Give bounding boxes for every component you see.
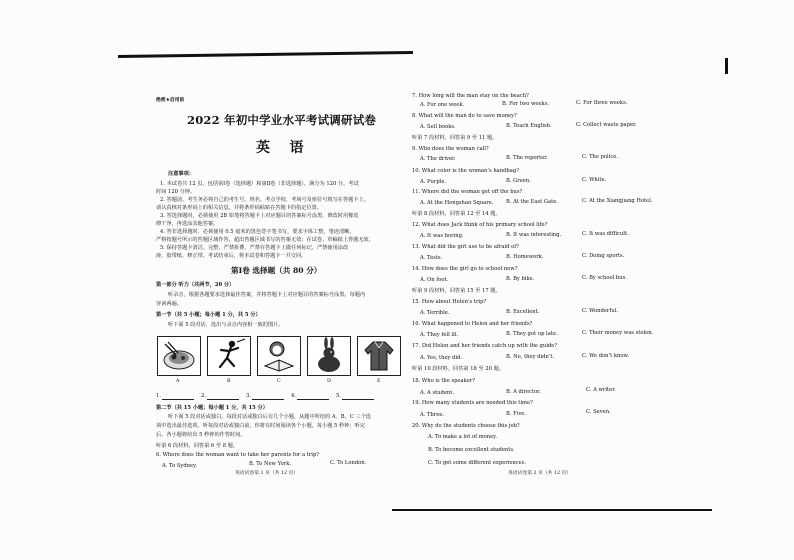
q19-option-a[interactable]: A. Three. xyxy=(420,412,445,418)
section1-desc: 容读两遍。 xyxy=(156,301,182,307)
subsection2-desc: 后，各小题将给出 5 秒钟的作答时间。 xyxy=(156,432,246,438)
subsection2-desc: 项中选出最佳选项。听每段对话或独白前，你将有时间阅读各个小题，每小题 5 秒钟；听完 xyxy=(156,423,365,429)
q16-option-a[interactable]: A. They fell ill. xyxy=(420,332,459,338)
answer-blank-5[interactable] xyxy=(342,399,374,400)
q8-option-c[interactable]: C. Collect waste paper. xyxy=(576,122,637,128)
note-line: 2. 答题前，考生务必将自己的考生号、姓名、考点学校、考场号及座位号填写在答题卡上。 xyxy=(160,197,369,203)
blank-number: 4. xyxy=(291,393,296,399)
q20-option-a[interactable]: A. To make a lot of money. xyxy=(428,434,498,440)
q10-stem: 10. What color is the woman’s handbag? xyxy=(412,168,519,174)
q10-option-c[interactable]: C. White. xyxy=(582,177,607,183)
material-8: 听第 8 段材料，回答第 12 至 14 题。 xyxy=(412,211,501,217)
q6-option-a[interactable]: A. To Sydney. xyxy=(162,463,197,469)
picture-a xyxy=(157,336,201,376)
subject-title: 英 语 xyxy=(256,140,304,156)
subsection2-desc: 听下面 5 段对话或独白。每段对话或独白后有几个小题，从题中所给的 A、B、C 三个选 xyxy=(168,414,371,420)
material-9: 听第 9 段材料，回答第 15 至 17 题。 xyxy=(412,288,501,294)
running-man-icon xyxy=(207,336,251,376)
section1-desc: 听录音，根据各题要求选择最佳答案，并将答题卡上对应题目的答案标号涂黑。每题内 xyxy=(168,292,366,298)
picture-b xyxy=(207,336,251,376)
q20-stem: 20. Why do the students choose this job? xyxy=(412,423,520,429)
q16-option-c[interactable]: C. Their money was stolen. xyxy=(582,330,654,336)
subsection1-title: 第一节（共 5 小题；每小题 1 分，共 5 分） xyxy=(156,312,261,318)
q15-option-a[interactable]: A. Terrible. xyxy=(420,310,450,316)
q10-option-b[interactable]: B. Green. xyxy=(506,178,531,184)
note-line: 5. 保持答题卡清洁、完整，严禁折叠，严禁在答题卡上做任何标记，严禁使用涂改 xyxy=(160,245,349,251)
page-footer-left: 英语试卷第 1 页（共 12 页） xyxy=(235,471,299,476)
picture-c xyxy=(257,336,301,376)
right-page xyxy=(400,0,794,560)
blank-number: 2. xyxy=(201,393,206,399)
q10-option-a[interactable]: A. Purple. xyxy=(420,179,447,185)
section1-title: 第一部分 听力（共两节，20 分） xyxy=(156,282,235,288)
q6-stem: 6. Where does the woman want to take her parents for a trip? xyxy=(156,452,320,458)
q11-option-a[interactable]: A. At the Hongshan Square. xyxy=(420,200,494,206)
q7-option-c[interactable]: C. For three weeks. xyxy=(576,100,628,106)
q12-option-a[interactable]: A. It was boring. xyxy=(420,233,464,239)
picture-label: E xyxy=(377,379,381,384)
notes-heading: 注意事项： xyxy=(168,171,194,177)
q19-option-c[interactable]: C. Seven. xyxy=(586,409,611,415)
q12-option-c[interactable]: C. It was difficult. xyxy=(582,231,629,237)
q18-option-c[interactable]: C. A writer. xyxy=(586,387,616,393)
answer-blank-2[interactable] xyxy=(207,399,239,400)
child-reading-icon xyxy=(257,336,301,376)
q6-option-b[interactable]: B. To New York. xyxy=(249,461,292,467)
q7-option-b[interactable]: B. For two weeks. xyxy=(502,101,550,107)
q19-stem: 19. How many students are needed this time? xyxy=(412,400,533,406)
q9-option-b[interactable]: B. The reporter. xyxy=(506,155,548,161)
material-10: 听第 10 段材料，回答第 18 至 20 题。 xyxy=(412,366,504,372)
q16-option-b[interactable]: B. They got up late. xyxy=(506,331,558,337)
q8-option-a[interactable]: A. Sell books. xyxy=(420,124,456,130)
q19-option-b[interactable]: B. Five. xyxy=(506,411,527,417)
part1-title: 第Ⅰ卷 选择题（共 80 分） xyxy=(231,266,322,275)
answer-blank-4[interactable] xyxy=(297,399,329,400)
subsection2-title: 第二节（共 15 小题；每小题 1 分，共 15 分） xyxy=(156,405,268,411)
q11-option-b[interactable]: B. At the East Gate. xyxy=(506,199,558,205)
q6-option-c[interactable]: C. To London. xyxy=(330,460,367,466)
note-line: 请认真核对条形码上的相关信息，并将条形码粘贴在答题卡的指定位置。 xyxy=(156,205,323,211)
q8-stem: 8. What will the man do to save money? xyxy=(412,113,517,119)
q15-option-c[interactable]: C. Wonderful. xyxy=(582,308,618,314)
blank-number: 5. xyxy=(336,393,341,399)
q14-stem: 14. How does the girl go to school now? xyxy=(412,266,518,272)
q11-stem: 11. Where did the woman get off the bus? xyxy=(412,189,523,195)
q13-option-a[interactable]: A. Tests. xyxy=(420,255,443,261)
q13-option-b[interactable]: B. Homework. xyxy=(506,254,544,260)
q7-option-a[interactable]: A. For one week. xyxy=(420,102,465,108)
q17-option-c[interactable]: C. We don’t know. xyxy=(582,353,629,359)
q8-option-b[interactable]: B. Teach English. xyxy=(506,123,552,129)
q13-stem: 13. What did the girl use to be afraid of? xyxy=(412,244,519,250)
note-line: 1. 本试卷共 12 页，包括第Ⅰ卷（选择题）和第Ⅱ卷（非选择题），满分为 120 分。考试 xyxy=(160,181,359,187)
picture-d xyxy=(307,336,351,376)
q14-option-b[interactable]: B. By bike. xyxy=(506,276,535,282)
raincoat-icon xyxy=(357,336,401,376)
q18-option-b[interactable]: B. A director. xyxy=(506,389,541,395)
note-line: 3. 答选择题时，必须使用 2B 铅笔将答题卡上对应题目的答案标号涂黑，修改时用橡皮 xyxy=(160,213,359,219)
subsection1-desc: 听下面 5 段对话，选出与录音内容相一致的图片。 xyxy=(168,322,284,328)
picture-label: B xyxy=(227,379,231,384)
material-7: 听第 7 段材料，回答第 9 至 11 题。 xyxy=(412,135,498,141)
q9-option-a[interactable]: A. The driver. xyxy=(420,156,456,162)
q17-option-b[interactable]: B. No, they didn’t. xyxy=(506,354,555,360)
picture-e xyxy=(357,336,401,376)
note-line: 时间 120 分钟。 xyxy=(156,189,196,195)
q16-stem: 16. What happened to Helen and her friends? xyxy=(412,321,533,327)
picture-label: A xyxy=(176,379,180,384)
q17-option-a[interactable]: A. Yes, they did. xyxy=(420,355,463,361)
q20-option-b[interactable]: B. To become excellent students. xyxy=(428,447,515,453)
q17-stem: 17. Did Helen and her friends catch up with the guide? xyxy=(412,343,558,349)
q18-option-a[interactable]: A. A student. xyxy=(420,390,454,396)
exam-title: 2022 年初中学业水平考试调研试卷 xyxy=(187,113,377,127)
answer-blank-3[interactable] xyxy=(252,399,284,400)
q15-stem: 15. How about Helen’s trip? xyxy=(412,299,487,305)
answer-blank-1[interactable] xyxy=(162,399,194,400)
q12-stem: 12. What does Jack think of his primary school life? xyxy=(412,222,548,228)
q20-option-c[interactable]: C. To get some different experiences. xyxy=(428,460,527,466)
rabbit-icon xyxy=(307,336,351,376)
blank-number: 3. xyxy=(246,393,251,399)
q12-option-b[interactable]: B. It was interesting. xyxy=(506,232,562,238)
q18-stem: 18. Who is the speaker? xyxy=(412,378,476,384)
q9-option-c[interactable]: C. The police. xyxy=(582,154,618,160)
note-line: 擦干净，再选涂其他答案。 xyxy=(156,221,219,227)
blank-number: 1. xyxy=(156,393,161,399)
secret-label: 绝密★启用前 xyxy=(156,98,185,103)
food-plate-icon xyxy=(157,336,201,376)
material-6: 听第 6 段材料，回答第 6 至 8 题。 xyxy=(156,443,239,449)
q13-option-c[interactable]: C. Doing sports. xyxy=(582,253,625,259)
q14-option-a[interactable]: A. On foot. xyxy=(420,277,449,283)
note-line: 严格按题号所示的答题区域作答，超出答题区域书写的答案无效；在试卷、草稿纸上答题无效。 xyxy=(156,237,374,243)
q14-option-c[interactable]: C. By school bus. xyxy=(582,275,627,281)
q11-option-c[interactable]: C. At the Xiangjiang Hotel. xyxy=(582,198,653,204)
note-line: 液、胶带纸、修正带。考试结束后，将本试卷和答题卡一并交回。 xyxy=(156,253,307,259)
q9-stem: 9. Who does the woman call? xyxy=(412,146,489,152)
q15-option-b[interactable]: B. Excellent. xyxy=(506,309,540,315)
note-line: 4. 答非选择题时，必须使用 0.5 毫米的黑色签字笔书写，要求字体工整，笔迹清晰。 xyxy=(160,229,355,235)
picture-label: C xyxy=(277,379,281,384)
page-footer-right: 英语试卷第 2 页（共 12 页） xyxy=(508,471,572,476)
q7-stem: 7. How long will the man stay on the beach? xyxy=(412,93,529,99)
picture-label: D xyxy=(327,379,331,384)
